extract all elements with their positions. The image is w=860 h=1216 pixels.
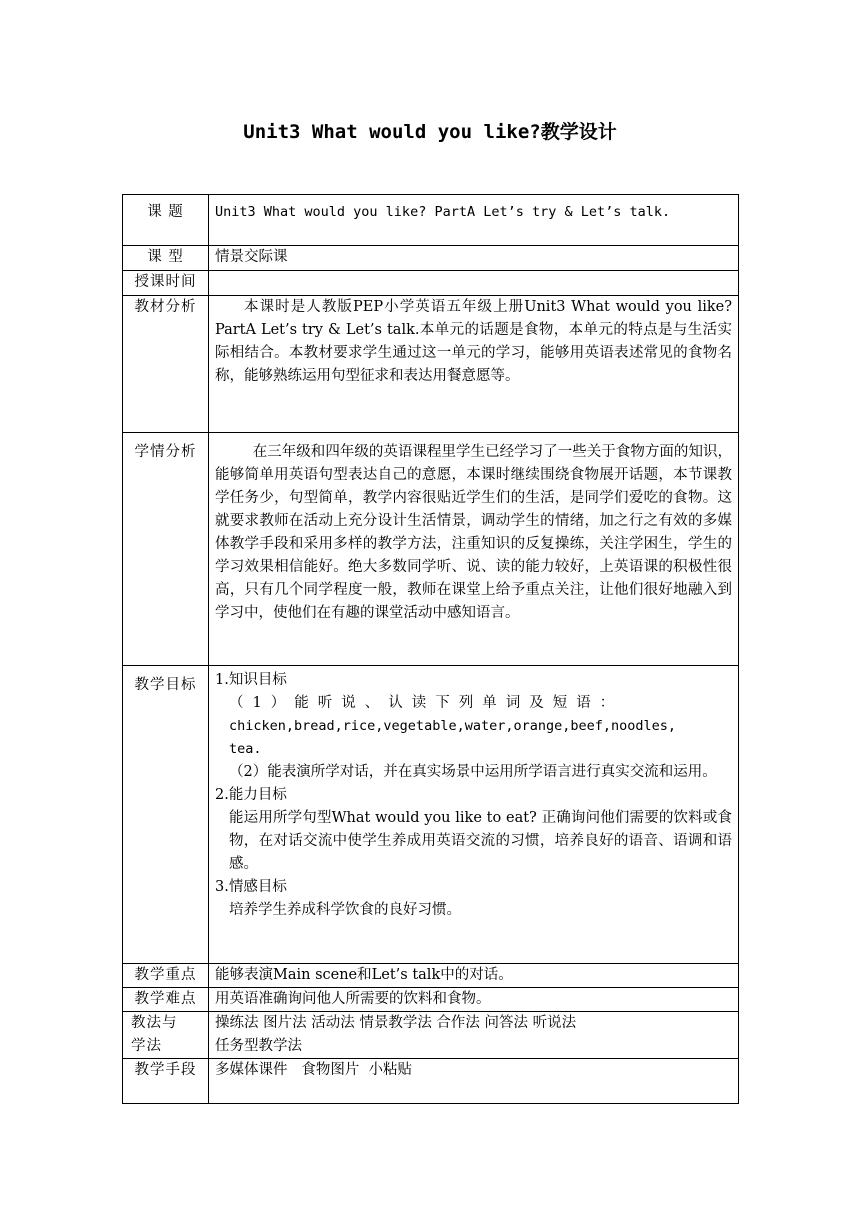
label-students: 学情分析: [123, 433, 209, 666]
label-type: 课 型: [123, 246, 209, 271]
value-difficulty: 用英语准确询问他人所需要的饮料和食物。: [209, 988, 739, 1012]
label-time: 授课时间: [123, 271, 209, 296]
value-key: 能够表演Main scene和Let’s talk中的对话。: [209, 964, 739, 988]
row-time: [123, 271, 739, 296]
goal-emotion-heading: 3.情感目标: [215, 879, 287, 895]
label-difficulty: 教学难点: [123, 988, 209, 1012]
label-topic: 课 题: [123, 195, 209, 246]
goal-ability: 能运用所学句型What would you like to eat? 正确询问他们需要的饮料或食物，在对话交流中使学生养成用英语交流的习惯，培养良好的语音、语调和语感。: [229, 810, 732, 872]
value-students: 在三年级和四年级的英语课程里学生已经学习了一些关于食物方面的知识，能够简单用英语句型表达自己的意愿，本课时继续围绕食物展开话题，本节课教学任务少，句型简单，教学内容很贴近学生们的生活，是同学们爱吃的食物。这就要求教师在活动上充分设计生活情景，调动学生的情绪，加之行之有效的多媒体教学手段和采用多样的教学方法，注重知识的反复操练，关注学困生，学生的学习效果相信能好。绝大多数同学听、说、读的能力较好，上英语课的积极性很高，只有几个同学程度一般，教师在课堂上给予重点关注，让他们很好地融入到学习中，使他们在有趣的课堂活动中感知语言。: [215, 444, 732, 621]
goal-knowledge-heading: 1.知识目标: [215, 672, 287, 688]
goal-knowledge-words-2: tea.: [229, 741, 262, 757]
row-key: [123, 964, 739, 988]
row-means: [123, 1059, 739, 1104]
row-difficulty: [123, 988, 739, 1012]
document-title: Unit3 What would you like?教学设计: [243, 121, 617, 143]
lesson-plan-table: [122, 194, 739, 1104]
goal-knowledge-2: （2）能表演所学对话，并在真实场景中运用所学语言进行真实交流和运用。: [229, 764, 717, 780]
row-methods: [123, 1012, 739, 1059]
row-type: [123, 246, 739, 271]
goal-knowledge-words: chicken,bread,rice,vegetable,water,orange,beef,noodles,: [229, 718, 677, 734]
row-material: [123, 296, 739, 433]
label-methods-1: 教法与: [131, 1015, 178, 1031]
value-material: 本课时是人教版PEP小学英语五年级上册Unit3 What would you like? PartA Let’s try & Let’s talk.本单元的话题是食物，本单元的特点是与生活实际相结合。本教材要求学生通过这一单元的学习，能够用英语表述常见的食物名称，能够熟练运用句型征求和表达用餐意愿等。: [215, 299, 732, 384]
goal-knowledge-1: （1）能听说、认读下列单词及短语：: [229, 695, 624, 711]
value-methods-2: 任务型教学法: [215, 1038, 302, 1054]
value-means: 多媒体课件 食物图片 小粘贴: [209, 1059, 739, 1104]
label-means: 教学手段: [123, 1059, 209, 1104]
value-topic: Unit3 What would you like? PartA Let’s try & Let’s talk.: [209, 195, 739, 246]
label-material: 教材分析: [123, 296, 209, 433]
row-topic: [123, 195, 739, 246]
value-type: 情景交际课: [209, 246, 739, 271]
row-goals: [123, 666, 739, 964]
label-methods-2: 学法: [131, 1038, 162, 1054]
label-goals: 教学目标: [123, 666, 209, 964]
row-students: [123, 433, 739, 666]
label-key: 教学重点: [123, 964, 209, 988]
goal-emotion: 培养学生养成科学饮食的良好习惯。: [229, 902, 461, 918]
goal-ability-heading: 2.能力目标: [215, 787, 287, 803]
value-methods-1: 操练法 图片法 活动法 情景教学法 合作法 问答法 听说法: [215, 1015, 577, 1031]
value-time: [209, 271, 739, 296]
